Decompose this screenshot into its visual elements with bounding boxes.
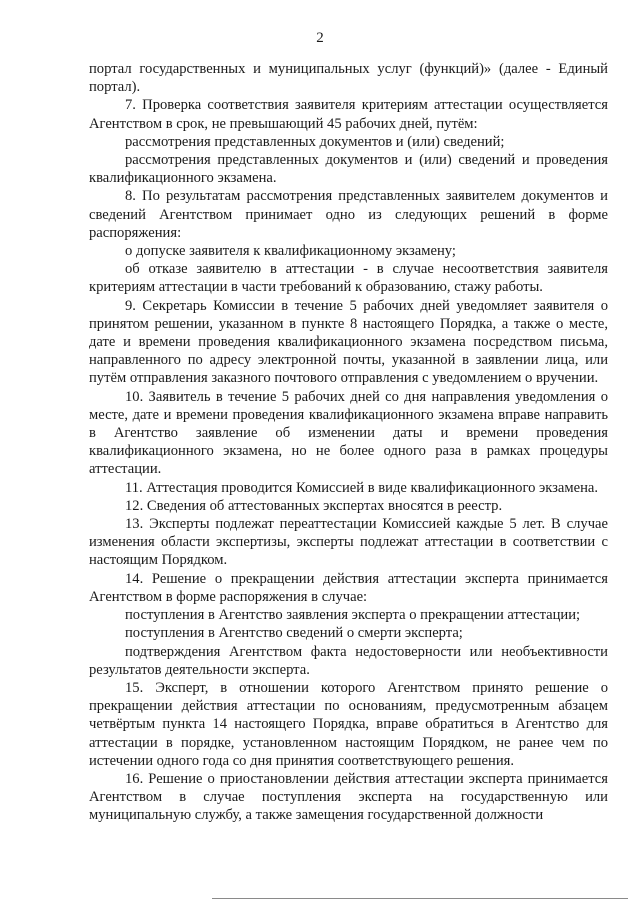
paragraph: 13. Эксперты подлежат переаттестации Комиссией каждые 5 лет. В случае изменения области экспертизы, эксперты подлежат аттестации в соответствии с настоящим Порядком. (89, 516, 608, 569)
paragraph: подтверждения Агентством факта недостоверности или необъективности результатов деятельности эксперта. (89, 643, 608, 678)
paragraph: 7. Проверка соответствия заявителя критериям аттестации осуществляется Агентством в срок, не превышающий 45 рабочих дней, путём: (89, 97, 608, 132)
paragraph: 14. Решение о прекращении действия аттестации эксперта принимается Агентством в форме распоряжения в случае: (89, 570, 608, 605)
paragraph: 12. Сведения об аттестованных экспертах вносятся в реестр. (125, 497, 503, 514)
page-bottom-edge (212, 898, 628, 899)
paragraph: рассмотрения представленных документов и (или) сведений; (125, 133, 505, 150)
paragraph: 8. По результатам рассмотрения представленных заявителем документов и сведений Агентством принимает одно из следующих решений в форме распоряжения: (89, 188, 608, 241)
paragraph: поступления в Агентство сведений о смерти эксперта; (125, 625, 463, 642)
paragraph: 10. Заявитель в течение 5 рабочих дней со дня направления уведомления о месте, дате и времени проведения квалификационного экзамена вправе направить в Агентство заявление об изменении даты и времени проведения квалификационного экзамена, но не более одного раза в рамках процедуры аттестации. (89, 388, 608, 478)
paragraph: рассмотрения представленных документов и (или) сведений и проведения квалификационного экзамена. (89, 152, 608, 187)
paragraph: 15. Эксперт, в отношении которого Агентством принято решение о прекращении действия аттестации по основаниям, предусмотренным абзацем четвёртым пункта 14 настоящего Порядка, вправе обратиться в Агентство для аттестации в порядке, установленном настоящим Порядком, не ранее чем по истечении одного года со дня принятия соответствующего решения. (89, 679, 608, 769)
document-body (89, 60, 608, 825)
paragraph: поступления в Агентство заявления эксперта о прекращении аттестации; (125, 607, 581, 624)
paragraph: о допуске заявителя к квалификационному экзамену; (125, 243, 456, 260)
paragraph: портал государственных и муниципальных услуг (функций)» (далее - Единый портал). (89, 61, 608, 96)
paragraph: 16. Решение о приостановлении действия аттестации эксперта принимается Агентством в случае поступления эксперта на государственную или муниципальную службу, а также замещения государственной должности (89, 770, 608, 824)
paragraph: об отказе заявителю в аттестации - в случае несоответствия заявителя критериям аттестации в части требований к образованию, стажу работы. (89, 261, 608, 296)
paragraph: 9. Секретарь Комиссии в течение 5 рабочих дней уведомляет заявителя о принятом решении, указанном в пункте 8 настоящего Порядка, а также о месте, дате и времени проведения квалификационного экзамена посредством письма, направленного по адресу электронной почты, указанной в заявлении лица, или путём отправления заказного почтового отправления с уведомлением о вручении. (89, 297, 608, 387)
paragraph: 11. Аттестация проводится Комиссией в виде квалификационного экзамена. (125, 479, 599, 496)
page-number: 2 (316, 30, 324, 46)
